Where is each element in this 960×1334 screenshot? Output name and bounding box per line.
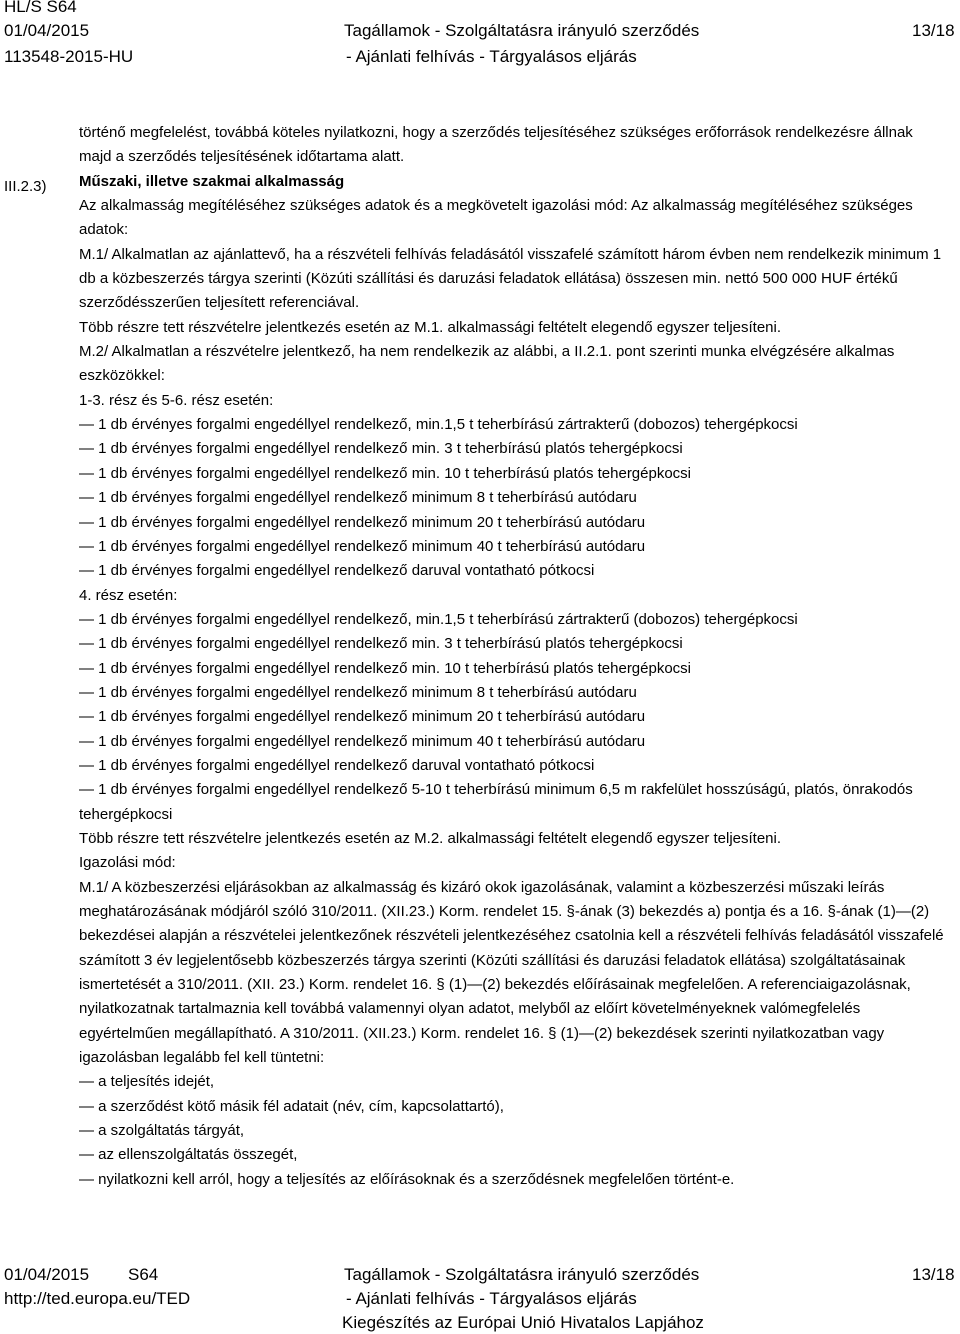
header-notice-number: 113548-2015-HU: [4, 47, 134, 66]
header-title-line1: Tagállamok - Szolgáltatásra irányuló szerződés: [344, 21, 700, 40]
list-item: — 1 db érvényes forgalmi engedéllyel rendelkező minimum 40 t teherbírású autódaru: [79, 537, 646, 555]
paragraph-part-4: 4. rész esetén:: [79, 586, 178, 604]
list-item: — a teljesítés idejét,: [79, 1073, 215, 1091]
document-body: [79, 121, 949, 1192]
list-item: — 1 db érvényes forgalmi engedéllyel rendelkező daruval vontatható pótkocsi: [79, 756, 595, 774]
list-item: — 1 db érvényes forgalmi engedéllyel rendelkező 5-10 t teherbírású minimum 6,5 m rakfelület hosszúságú, platós, önrakodós tehergépkocsi: [79, 781, 913, 823]
list-item: — 1 db érvényes forgalmi engedéllyel rendelkező minimum 8 t teherbírású autódaru: [79, 489, 637, 507]
list-item: — 1 db érvényes forgalmi engedéllyel rendelkező minimum 40 t teherbírású autódaru: [79, 732, 646, 750]
list-item: — 1 db érvényes forgalmi engedéllyel rendelkező daruval vontatható pótkocsi: [79, 562, 595, 580]
list-item: — 1 db érvényes forgalmi engedéllyel rendelkező minimum 8 t teherbírású autódaru: [79, 683, 637, 701]
list-item: — 1 db érvényes forgalmi engedéllyel rendelkező min. 10 t teherbírású platós tehergépkocsi: [79, 659, 692, 677]
list-item: — a szerződést kötő másik fél adatait (név, cím, kapcsolattartó),: [79, 1097, 504, 1115]
paragraph-parts-1-3-5-6: 1-3. rész és 5-6. rész esetén:: [79, 391, 274, 409]
paragraph-verification-heading: Igazolási mód:: [79, 854, 176, 872]
footer-page-number: 13/18: [912, 1265, 955, 1284]
paragraph-m2: M.2/ Alkalmatlan a részvételre jelentkező, ha nem rendelkezik az alábbi, a II.2.1. pont szerinti munka elvégzésére alkalmas eszközökkel:: [79, 343, 895, 385]
reference-requirements-list: [79, 1070, 949, 1192]
list-item: — 1 db érvényes forgalmi engedéllyel rendelkező minimum 20 t teherbírású autódaru: [79, 708, 646, 726]
list-item: — 1 db érvényes forgalmi engedéllyel rendelkező min. 10 t teherbírású platós tehergépkocsi: [79, 464, 692, 482]
footer-url-link[interactable]: http://ted.europa.eu/TED: [4, 1289, 191, 1308]
paragraph-m1: M.1/ Alkalmatlan az ajánlattevő, ha a részvételi felhívás feladásától visszafelé számított három évben nem rendelkezik minimum 1 db a közbeszerzés tárgya szerinti (Közúti szállítási és daruzási feladatok ellátása) összesen min. nettó 500 000 HUF értékű szerződésszerűen teljesített referenciával.: [79, 245, 942, 312]
header-page-number: 13/18: [912, 21, 955, 40]
footer-title-line3: Kiegészítés az Európai Unió Hivatalos Lapjához: [342, 1313, 704, 1332]
footer-title-line2: - Ajánlati felhívás - Tárgyalásos eljárás: [346, 1289, 637, 1308]
list-item: — a szolgáltatás tárgyát,: [79, 1122, 245, 1140]
section-heading: Műszaki, illetve szakmai alkalmasság: [79, 172, 345, 190]
header-date: 01/04/2015: [4, 21, 90, 40]
footer-date: 01/04/2015: [4, 1265, 90, 1284]
paragraph-m2-note: Több részre tett részvételre jelentkezés esetén az M.2. alkalmassági feltételt elegendő egyszer teljesíteni.: [79, 829, 782, 847]
equipment-list-2: [79, 608, 949, 827]
paragraph-verification-m1: M.1/ A közbeszerzési eljárásokban az alkalmasság és kizáró okok igazolásának, valamint a közbeszerzési műszaki leírás meghatározásának módjáról szóló 310/2011. (XII.23.) Korm. rendelet 15. §-ának (3) bekezdés a) pontja és a 16. §-ának (1)—(2) bekezdései alapján a részvételei jelentkezőnek részvételi jelentkezéséhez csatolnia kell a részvételi felhívás feladásától visszafelé számított 3 év legjelentősebb közbeszerzés tárgya szerinti (Közúti szállítási és daruzási feladatok ellátása) szolgáltatásainak ismertetését a 310/2011. (XII. 23.) Korm. rendelet 16. § (1)—(2) bekezdés előírásainak megfelelően. A referenciaigazolásnak, nyilatkozatnak tartalmaznia kell továbbá valamennyi olyan adatot, melyből az előírt követelményeknek valómegfelelés egyértelműen megállapítható. A 310/2011. (XII.23.) Korm. rendelet 16. § (1)—(2) bekezdések szerinti nyilatkozatban vagy igazolásban legalább fel kell tüntetni:: [79, 878, 944, 1067]
header-title-line2: - Ajánlati felhívás - Tárgyalásos eljárás: [346, 47, 637, 66]
footer-title-line1: Tagállamok - Szolgáltatásra irányuló szerződés: [344, 1265, 700, 1284]
list-item: — 1 db érvényes forgalmi engedéllyel rendelkező, min.1,5 t teherbírású zártrakterű (dobozos) tehergépkocsi: [79, 610, 798, 628]
list-item: — 1 db érvényes forgalmi engedéllyel rendelkező min. 3 t teherbírású platós tehergépkocsi: [79, 635, 683, 653]
section-number: III.2.3): [4, 178, 47, 195]
list-item: — 1 db érvényes forgalmi engedéllyel rendelkező minimum 20 t teherbírású autódaru: [79, 513, 646, 531]
list-item: — nyilatkozni kell arról, hogy a teljesítés az előírásoknak és a szerződésnek megfelelően történt-e.: [79, 1170, 735, 1188]
footer-code: S64: [128, 1265, 159, 1284]
header-doc-code: HL/S S64: [4, 0, 77, 16]
intro-paragraph: történő megfelelést, továbbá köteles nyilatkozni, hogy a szerződés teljesítéséhez szükséges erőforrások rendelkezésre állnak majd a szerződés teljesítésének időtartama alatt.: [79, 124, 913, 166]
paragraph-requirements: Az alkalmasság megítéléséhez szükséges adatok és a megkövetelt igazolási mód: Az alkalmasság megítéléséhez szükséges adatok:: [79, 197, 913, 239]
list-item: — 1 db érvényes forgalmi engedéllyel rendelkező min. 3 t teherbírású platós tehergépkocsi: [79, 440, 683, 458]
list-item: — az ellenszolgáltatás összegét,: [79, 1146, 298, 1164]
list-item: — 1 db érvényes forgalmi engedéllyel rendelkező, min.1,5 t teherbírású zártrakterű (dobozos) tehergépkocsi: [79, 416, 798, 434]
equipment-list-1: [79, 413, 949, 583]
paragraph-m1-note: Több részre tett részvételre jelentkezés esetén az M.1. alkalmassági feltételt elegendő egyszer teljesíteni.: [79, 318, 782, 336]
